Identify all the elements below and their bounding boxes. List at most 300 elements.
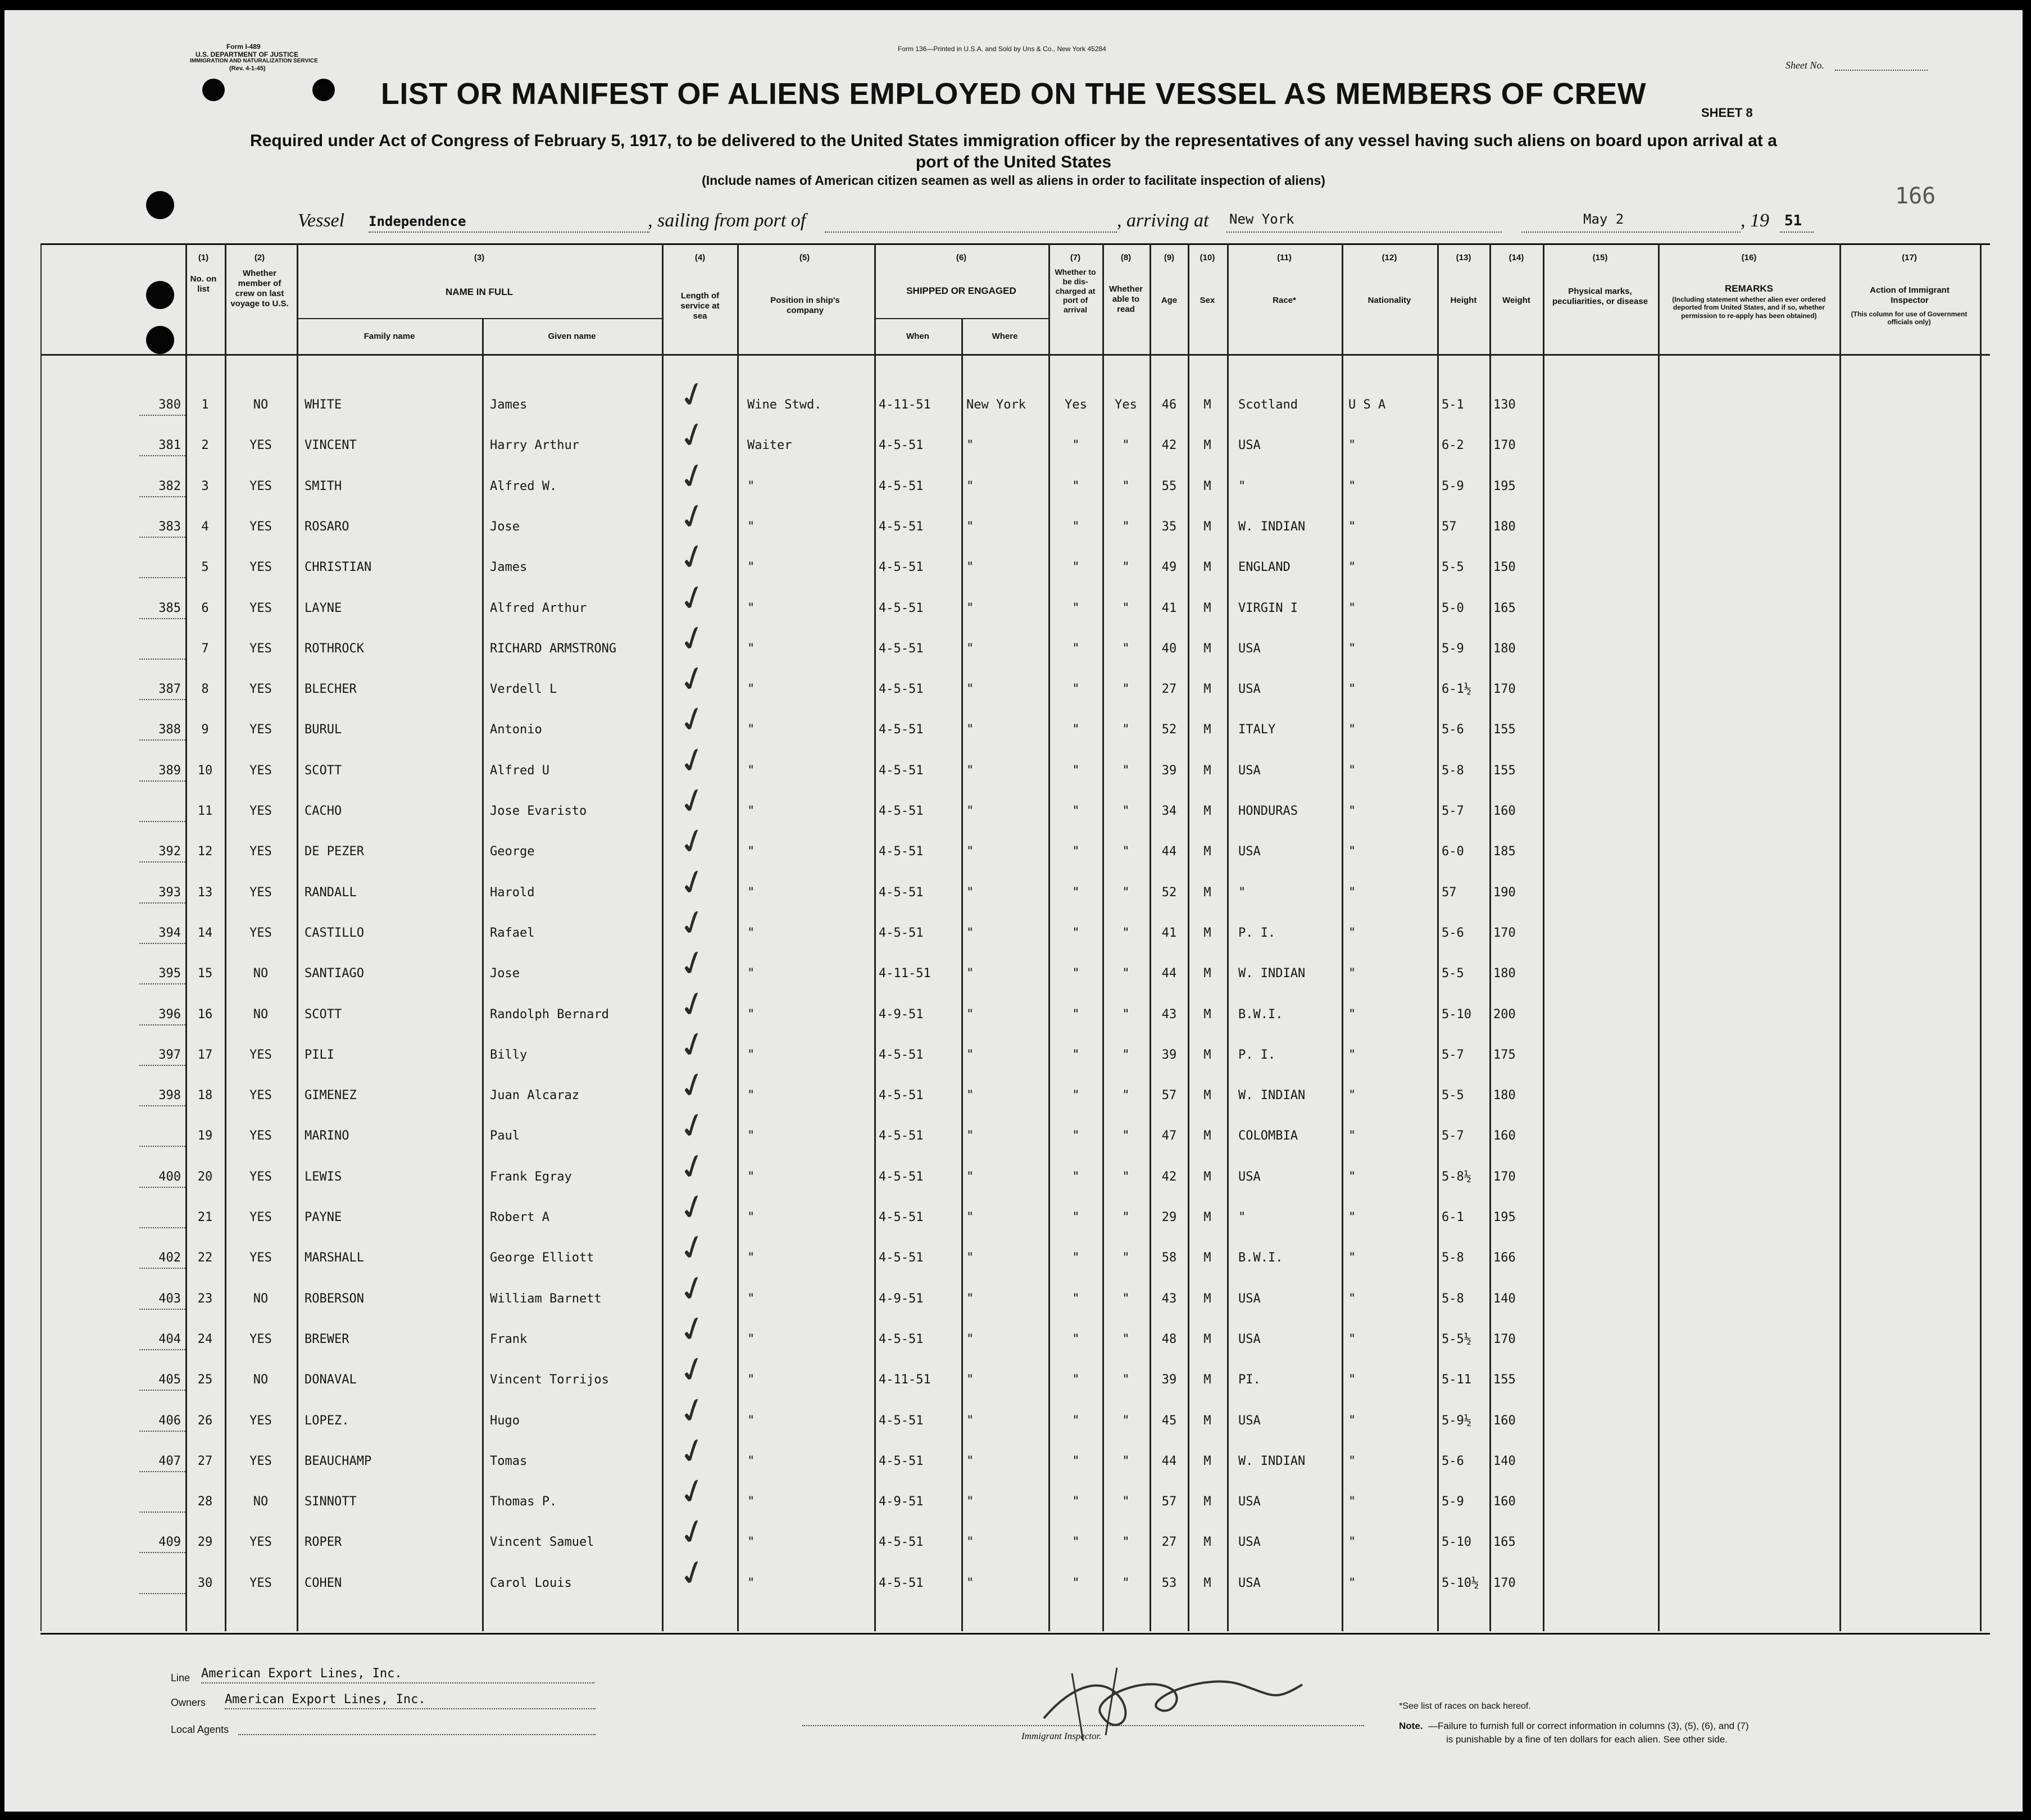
cell-nat: " bbox=[1348, 1088, 1356, 1103]
row-baseline bbox=[139, 1390, 185, 1391]
cell-when: 4-5-51 bbox=[879, 925, 924, 940]
cell-last: YES bbox=[249, 1535, 272, 1550]
cell-last: YES bbox=[249, 1129, 272, 1143]
cell-weight: 166 bbox=[1493, 1251, 1516, 1265]
check-mark-icon: ✓ bbox=[673, 1225, 712, 1272]
row-baseline bbox=[139, 739, 185, 741]
cell-given: William Barnett bbox=[490, 1291, 602, 1306]
cell-read: " bbox=[1122, 479, 1130, 493]
cell-position: " bbox=[747, 1413, 755, 1428]
cell-age: 44 bbox=[1161, 845, 1177, 859]
cell-sex: M bbox=[1203, 966, 1211, 981]
cell-nat: " bbox=[1348, 519, 1356, 534]
cell-where: " bbox=[966, 1495, 974, 1509]
cell-age: 57 bbox=[1161, 1495, 1177, 1509]
inspector-label: Immigrant Inspector. bbox=[1021, 1731, 1102, 1741]
col-16-num: (16) bbox=[1741, 253, 1757, 262]
department: U.S. DEPARTMENT OF JUSTICE bbox=[196, 51, 299, 58]
cell-family: ROPER bbox=[305, 1535, 342, 1550]
row-baseline bbox=[139, 1309, 185, 1310]
cell-race: W. INDIAN bbox=[1238, 1454, 1306, 1468]
cell-position: " bbox=[747, 925, 755, 940]
cell-margin: 407 bbox=[158, 1454, 181, 1468]
cell-nat: " bbox=[1348, 1413, 1356, 1428]
cell-height: 5-5 bbox=[1442, 966, 1464, 981]
cell-given: Antonio bbox=[490, 723, 542, 737]
cell-age: 44 bbox=[1161, 1454, 1177, 1468]
owners-label: Owners bbox=[171, 1697, 206, 1708]
cell-last: YES bbox=[249, 1413, 272, 1428]
cell-height: 5-10½ bbox=[1442, 1576, 1479, 1590]
table-left-border bbox=[40, 243, 42, 1631]
cell-age: 39 bbox=[1161, 1047, 1177, 1062]
cell-when: 4-5-51 bbox=[879, 1535, 924, 1550]
cell-disch: " bbox=[1072, 641, 1080, 656]
cell-position: " bbox=[747, 804, 755, 818]
column-divider bbox=[1149, 243, 1151, 1631]
cell-read: Yes bbox=[1115, 398, 1137, 412]
col-11-num: (11) bbox=[1277, 253, 1292, 262]
col-13-label: Height bbox=[1450, 296, 1477, 305]
cell-margin: 387 bbox=[158, 682, 181, 697]
cell-no: 14 bbox=[197, 925, 213, 940]
cell-last: YES bbox=[249, 641, 272, 656]
cell-read: " bbox=[1122, 1047, 1130, 1062]
page-title: LIST OR MANIFEST OF ALIENS EMPLOYED ON THE VESSEL AS MEMBERS OF CREW bbox=[380, 77, 1647, 111]
cell-last: YES bbox=[249, 723, 272, 737]
year-line bbox=[1780, 232, 1814, 233]
form-number: Form I-489 bbox=[226, 43, 261, 51]
cell-nat: " bbox=[1348, 885, 1356, 900]
subtitle-line-2: port of the United States bbox=[915, 153, 1112, 171]
cell-nat: " bbox=[1348, 682, 1356, 697]
cell-sex: M bbox=[1203, 925, 1211, 940]
cell-last: YES bbox=[249, 1047, 272, 1062]
col-5-num: (5) bbox=[799, 253, 810, 262]
cell-position: " bbox=[747, 1007, 755, 1022]
cell-nat: " bbox=[1348, 1535, 1356, 1550]
cell-where: " bbox=[966, 1007, 974, 1022]
cell-race: HONDURAS bbox=[1238, 804, 1298, 818]
row-baseline bbox=[139, 1065, 185, 1066]
cell-position: " bbox=[747, 845, 755, 859]
cell-when: 4-5-51 bbox=[879, 479, 924, 493]
col-17-num: (17) bbox=[1902, 253, 1917, 262]
cell-sex: M bbox=[1203, 804, 1211, 818]
manifest-sheet bbox=[4, 10, 2023, 1812]
cell-sex: M bbox=[1203, 845, 1211, 859]
cell-weight: 170 bbox=[1493, 1169, 1516, 1184]
cell-weight: 185 bbox=[1493, 845, 1516, 859]
cell-given: Jose bbox=[490, 519, 520, 534]
cell-margin: 389 bbox=[158, 763, 181, 778]
cell-no: 1 bbox=[201, 398, 209, 412]
cell-last: YES bbox=[249, 1576, 272, 1590]
cell-position: " bbox=[747, 560, 755, 575]
cell-given: Alfred W. bbox=[490, 479, 557, 493]
cell-position: " bbox=[747, 1373, 755, 1387]
cell-no: 11 bbox=[197, 804, 213, 818]
cell-where: " bbox=[966, 885, 974, 900]
cell-weight: 150 bbox=[1493, 560, 1516, 575]
cell-family: MARSHALL bbox=[305, 1251, 364, 1265]
check-mark-icon: ✓ bbox=[673, 371, 712, 419]
row-baseline bbox=[139, 1431, 185, 1432]
cell-read: " bbox=[1122, 1007, 1130, 1022]
cell-family: PAYNE bbox=[305, 1210, 342, 1224]
agents-underline bbox=[238, 1734, 596, 1735]
cell-family: SCOTT bbox=[305, 1007, 342, 1022]
cell-last: YES bbox=[249, 438, 272, 453]
cell-where: " bbox=[966, 1047, 974, 1062]
cell-age: 42 bbox=[1161, 438, 1177, 453]
cell-nat: " bbox=[1348, 1169, 1356, 1184]
cell-sex: M bbox=[1203, 1535, 1211, 1550]
cell-disch: " bbox=[1072, 1129, 1080, 1143]
cell-position: " bbox=[747, 1535, 755, 1550]
cell-nat: " bbox=[1348, 845, 1356, 859]
cell-given: Jose Evaristo bbox=[490, 804, 587, 818]
cell-sex: M bbox=[1203, 723, 1211, 737]
row-baseline bbox=[139, 1471, 185, 1472]
cell-family: SMITH bbox=[305, 479, 342, 493]
cell-nat: " bbox=[1348, 560, 1356, 575]
cell-no: 27 bbox=[197, 1454, 213, 1468]
cell-age: 47 bbox=[1161, 1129, 1177, 1143]
col-3-sub-family: Family name bbox=[364, 332, 415, 341]
cell-disch: " bbox=[1072, 1169, 1080, 1184]
cell-weight: 195 bbox=[1493, 1210, 1516, 1224]
cell-family: BREWER bbox=[305, 1332, 349, 1346]
cell-weight: 170 bbox=[1493, 1332, 1516, 1346]
vessel-value: Independence bbox=[369, 214, 466, 229]
col-9-label: Age bbox=[1161, 296, 1178, 305]
cell-read: " bbox=[1122, 1576, 1130, 1590]
cell-when: 4-5-51 bbox=[879, 1088, 924, 1103]
cell-given: Rafael bbox=[490, 925, 535, 940]
cell-nat: " bbox=[1348, 925, 1356, 940]
cell-when: 4-11-51 bbox=[879, 966, 931, 981]
cell-height: 5-8 bbox=[1442, 1251, 1464, 1265]
arriving-value: New York bbox=[1229, 211, 1294, 227]
cell-position: " bbox=[747, 1129, 755, 1143]
cell-read: " bbox=[1122, 804, 1130, 818]
row-baseline bbox=[139, 699, 185, 700]
cell-when: 4-5-51 bbox=[879, 885, 924, 900]
cell-given: Robert A bbox=[490, 1210, 549, 1224]
cell-last: NO bbox=[253, 1495, 269, 1509]
cell-race: ITALY bbox=[1238, 723, 1276, 737]
cell-height: 6-1½ bbox=[1442, 682, 1471, 697]
cell-height: 5-7 bbox=[1442, 1047, 1464, 1062]
column-divider bbox=[1839, 243, 1841, 1631]
cell-age: 40 bbox=[1161, 641, 1177, 656]
cell-read: " bbox=[1122, 723, 1130, 737]
check-mark-icon: ✓ bbox=[673, 900, 712, 946]
cell-family: ROTHROCK bbox=[305, 641, 364, 656]
row-baseline bbox=[139, 821, 185, 822]
cell-disch: " bbox=[1072, 479, 1080, 493]
cell-position: " bbox=[747, 723, 755, 737]
cell-age: 29 bbox=[1161, 1210, 1177, 1224]
col-3-sub-divider bbox=[297, 318, 662, 319]
cell-margin: 405 bbox=[158, 1373, 181, 1387]
cell-disch: " bbox=[1072, 925, 1080, 940]
cell-nat: " bbox=[1348, 804, 1356, 818]
cell-nat: " bbox=[1348, 601, 1356, 615]
cell-weight: 180 bbox=[1493, 1088, 1516, 1103]
cell-age: 58 bbox=[1161, 1251, 1177, 1265]
cell-no: 13 bbox=[197, 885, 213, 900]
cell-margin: 381 bbox=[158, 438, 181, 453]
check-mark-icon: ✓ bbox=[673, 412, 712, 459]
cell-height: 5-10 bbox=[1442, 1535, 1471, 1550]
cell-family: DONAVAL bbox=[305, 1373, 357, 1387]
cell-read: " bbox=[1122, 1291, 1130, 1306]
cell-when: 4-5-51 bbox=[879, 519, 924, 534]
cell-family: COHEN bbox=[305, 1576, 342, 1590]
cell-race: W. INDIAN bbox=[1238, 1088, 1306, 1103]
race-note: *See list of races on back hereof. bbox=[1399, 1701, 1531, 1711]
cell-last: YES bbox=[249, 479, 272, 493]
cell-age: 41 bbox=[1161, 925, 1177, 940]
cell-weight: 200 bbox=[1493, 1007, 1516, 1022]
cell-disch: " bbox=[1072, 1576, 1080, 1590]
cell-weight: 170 bbox=[1493, 682, 1516, 697]
cell-read: " bbox=[1122, 845, 1130, 859]
cell-where: " bbox=[966, 804, 974, 818]
sheet-label: SHEET 8 bbox=[1701, 106, 1753, 120]
cell-given: James bbox=[490, 398, 528, 412]
sheet-no-label: Sheet No. bbox=[1785, 60, 1824, 71]
cell-height: 5-11 bbox=[1442, 1373, 1471, 1387]
cell-sex: M bbox=[1203, 1576, 1211, 1590]
cell-nat: " bbox=[1348, 1332, 1356, 1346]
cell-when: 4-5-51 bbox=[879, 723, 924, 737]
cell-nat: " bbox=[1348, 438, 1356, 453]
check-mark-icon: ✓ bbox=[673, 493, 712, 540]
cell-race: USA bbox=[1238, 1535, 1261, 1550]
cell-last: YES bbox=[249, 560, 272, 575]
sailing-label: , sailing from port of bbox=[648, 210, 806, 231]
cell-nat: U S A bbox=[1348, 398, 1386, 412]
cell-no: 2 bbox=[201, 438, 209, 453]
cell-family: ROBERSON bbox=[305, 1291, 364, 1306]
row-baseline bbox=[139, 1146, 185, 1147]
owners-underline bbox=[225, 1708, 596, 1709]
cell-height: 5-6 bbox=[1442, 1454, 1464, 1468]
cell-no: 18 bbox=[197, 1088, 213, 1103]
cell-sex: M bbox=[1203, 438, 1211, 453]
cell-position: Wine Stwd. bbox=[747, 398, 822, 412]
column-divider bbox=[1102, 243, 1104, 1631]
cell-nat: " bbox=[1348, 479, 1356, 493]
cell-weight: 155 bbox=[1493, 723, 1516, 737]
cell-family: CACHO bbox=[305, 804, 342, 818]
cell-family: PILI bbox=[305, 1047, 334, 1062]
cell-position: " bbox=[747, 763, 755, 778]
cell-race: ENGLAND bbox=[1238, 560, 1291, 575]
col-11-label: Race* bbox=[1273, 296, 1296, 305]
cell-when: 4-5-51 bbox=[879, 763, 924, 778]
row-baseline bbox=[139, 1593, 185, 1594]
check-mark-icon: ✓ bbox=[673, 1063, 712, 1109]
cell-when: 4-5-51 bbox=[879, 560, 924, 575]
cell-read: " bbox=[1122, 1088, 1130, 1103]
cell-age: 55 bbox=[1161, 479, 1177, 493]
cell-weight: 130 bbox=[1493, 398, 1516, 412]
cell-sex: M bbox=[1203, 1129, 1211, 1143]
cell-given: Hugo bbox=[490, 1413, 520, 1428]
cell-age: 52 bbox=[1161, 723, 1177, 737]
cell-nat: " bbox=[1348, 1007, 1356, 1022]
cell-last: YES bbox=[249, 763, 272, 778]
cell-read: " bbox=[1122, 1210, 1130, 1224]
cell-when: 4-9-51 bbox=[879, 1007, 924, 1022]
cell-last: YES bbox=[249, 601, 272, 615]
cell-race: USA bbox=[1238, 438, 1261, 453]
cell-margin: 393 bbox=[158, 885, 181, 900]
cell-where: " bbox=[966, 966, 974, 981]
column-divider bbox=[185, 243, 187, 1631]
cell-nat: " bbox=[1348, 1291, 1356, 1306]
cell-height: 6-1 bbox=[1442, 1210, 1464, 1224]
cell-given: James bbox=[490, 560, 528, 575]
check-mark-icon: ✓ bbox=[673, 1428, 712, 1474]
col-4-num: (4) bbox=[694, 253, 706, 262]
cell-family: LEWIS bbox=[305, 1169, 342, 1184]
check-mark-icon: ✓ bbox=[673, 737, 712, 784]
col-17-label: Action of Immigrant Inspector bbox=[1870, 285, 1950, 305]
cell-disch: " bbox=[1072, 845, 1080, 859]
cell-read: " bbox=[1122, 641, 1130, 656]
cell-weight: 160 bbox=[1493, 804, 1516, 818]
cell-when: 4-5-51 bbox=[879, 438, 924, 453]
col-6-sub-where: Where bbox=[992, 332, 1018, 341]
check-mark-icon: ✓ bbox=[673, 1306, 712, 1352]
cell-when: 4-5-51 bbox=[879, 1129, 924, 1143]
cell-where: " bbox=[966, 1291, 974, 1306]
cell-last: NO bbox=[253, 1007, 269, 1022]
cell-age: 43 bbox=[1161, 1291, 1177, 1306]
col-3-sub-given: Given name bbox=[548, 332, 596, 341]
cell-where: " bbox=[966, 1576, 974, 1590]
cell-no: 8 bbox=[201, 682, 209, 697]
cell-weight: 140 bbox=[1493, 1454, 1516, 1468]
cell-where: " bbox=[966, 1251, 974, 1265]
cell-no: 26 bbox=[197, 1413, 213, 1428]
check-mark-icon: ✓ bbox=[673, 575, 712, 621]
cell-disch: " bbox=[1072, 682, 1080, 697]
cell-height: 5-9½ bbox=[1442, 1413, 1471, 1428]
cell-given: Juan Alcaraz bbox=[490, 1088, 579, 1103]
cell-age: 43 bbox=[1161, 1007, 1177, 1022]
col-13-num: (13) bbox=[1456, 253, 1471, 262]
cell-sex: M bbox=[1203, 885, 1211, 900]
check-mark-icon: ✓ bbox=[673, 981, 712, 1028]
cell-sex: M bbox=[1203, 1169, 1211, 1184]
cell-nat: " bbox=[1348, 1047, 1356, 1062]
cell-where: " bbox=[966, 1210, 974, 1224]
column-divider bbox=[225, 243, 226, 1631]
col-6-sub-divider bbox=[874, 318, 1048, 319]
cell-sex: M bbox=[1203, 1454, 1211, 1468]
column-divider bbox=[874, 243, 876, 1631]
check-mark-icon: ✓ bbox=[673, 1184, 712, 1231]
cell-disch: " bbox=[1072, 1495, 1080, 1509]
check-mark-icon: ✓ bbox=[673, 778, 712, 825]
cell-disch: " bbox=[1072, 438, 1080, 453]
cell-no: 3 bbox=[201, 479, 209, 493]
cell-read: " bbox=[1122, 885, 1130, 900]
col-8-label: Whether able to read bbox=[1109, 284, 1143, 314]
cell-disch: " bbox=[1072, 560, 1080, 575]
cell-height: 5-9 bbox=[1442, 1495, 1464, 1509]
cell-read: " bbox=[1122, 1535, 1130, 1550]
cell-family: BLECHER bbox=[305, 682, 357, 697]
header-separator bbox=[40, 354, 1990, 356]
inspector-signature bbox=[1038, 1651, 1330, 1746]
column-divider bbox=[737, 243, 739, 1631]
cell-when: 4-5-51 bbox=[879, 1251, 924, 1265]
col-6-num: (6) bbox=[956, 253, 967, 262]
cell-nat: " bbox=[1348, 1495, 1356, 1509]
cell-height: 5-6 bbox=[1442, 925, 1464, 940]
cell-margin: 380 bbox=[158, 398, 181, 412]
cell-when: 4-9-51 bbox=[879, 1495, 924, 1509]
cell-height: 5-5½ bbox=[1442, 1332, 1471, 1346]
cell-margin: 397 bbox=[158, 1047, 181, 1062]
cell-where: " bbox=[966, 641, 974, 656]
cell-weight: 165 bbox=[1493, 601, 1516, 615]
cell-last: YES bbox=[249, 1210, 272, 1224]
cell-given: Tomas bbox=[490, 1454, 528, 1468]
cell-height: 5-8 bbox=[1442, 1291, 1464, 1306]
cell-read: " bbox=[1122, 1495, 1130, 1509]
cell-when: 4-5-51 bbox=[879, 1047, 924, 1062]
row-baseline bbox=[139, 861, 185, 863]
cell-given: Billy bbox=[490, 1047, 528, 1062]
row-baseline bbox=[139, 1512, 185, 1513]
cell-family: VINCENT bbox=[305, 438, 357, 453]
arriving-label: , arriving at bbox=[1117, 210, 1209, 231]
cell-sex: M bbox=[1203, 1495, 1211, 1509]
cell-disch: " bbox=[1072, 1291, 1080, 1306]
cell-last: NO bbox=[253, 966, 269, 981]
cell-margin: 392 bbox=[158, 845, 181, 859]
cell-no: 28 bbox=[197, 1495, 213, 1509]
col-14-num: (14) bbox=[1509, 253, 1524, 262]
cell-nat: " bbox=[1348, 1373, 1356, 1387]
cell-height: 57 bbox=[1442, 519, 1457, 534]
cell-given: Paul bbox=[490, 1129, 520, 1143]
cell-read: " bbox=[1122, 560, 1130, 575]
cell-race: Scotland bbox=[1238, 398, 1298, 412]
cell-family: GIMENEZ bbox=[305, 1088, 357, 1103]
cell-weight: 160 bbox=[1493, 1413, 1516, 1428]
cell-given: Jose bbox=[490, 966, 520, 981]
cell-age: 44 bbox=[1161, 966, 1177, 981]
cell-weight: 160 bbox=[1493, 1129, 1516, 1143]
column-divider bbox=[1342, 243, 1343, 1631]
cell-last: YES bbox=[249, 1332, 272, 1346]
cell-given: Alfred Arthur bbox=[490, 601, 587, 615]
col-7-label: Whether to be dis-charged at port of arrival bbox=[1055, 267, 1096, 315]
cell-where: " bbox=[966, 1373, 974, 1387]
cell-where: " bbox=[966, 601, 974, 615]
cell-sex: M bbox=[1203, 1047, 1211, 1062]
owners-value: American Export Lines, Inc. bbox=[225, 1692, 426, 1706]
